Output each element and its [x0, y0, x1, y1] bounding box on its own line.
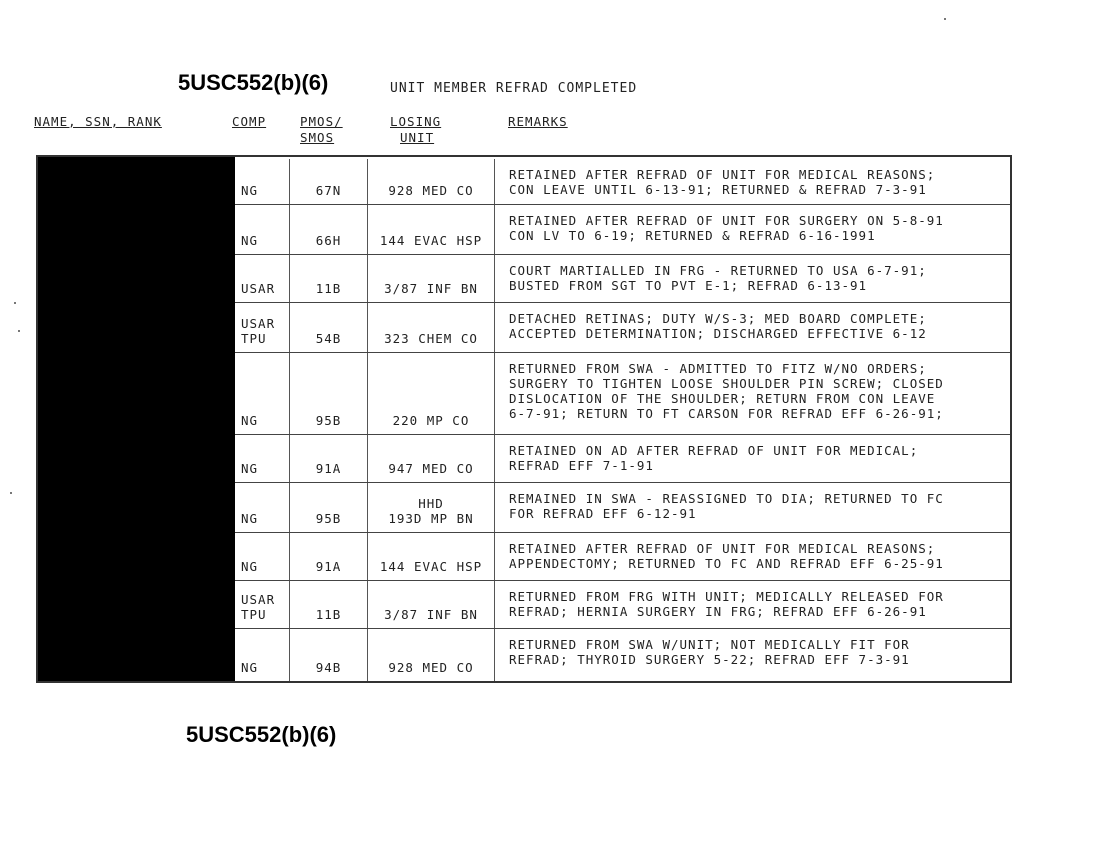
cell-losing-unit-text: 947 MED CO	[388, 461, 474, 476]
cell-pmos	[290, 581, 368, 628]
table-row	[235, 533, 1010, 581]
cell-losing-unit	[368, 205, 495, 254]
cell-remarks-text: DETACHED RETINAS; DUTY W/S-3; MED BOARD COMPLETE; ACCEPTED DETERMINATION; DISCHARGED EFFECTIVE 6-12	[509, 311, 927, 341]
cell-comp	[235, 353, 290, 434]
cell-pmos	[290, 483, 368, 532]
cell-comp	[235, 159, 290, 204]
table-row	[235, 629, 1010, 681]
document-title: UNIT MEMBER REFRAD COMPLETED	[390, 81, 638, 96]
table-row	[235, 581, 1010, 629]
scan-speck	[18, 330, 20, 332]
cell-losing-unit-text: 323 CHEM CO	[384, 331, 478, 346]
cell-losing-unit	[368, 629, 495, 681]
column-header-unit-line2: UNIT	[400, 130, 435, 145]
cell-comp	[235, 581, 290, 628]
cell-comp	[235, 435, 290, 482]
cell-losing-unit	[368, 303, 495, 352]
cell-remarks	[495, 303, 1010, 352]
cell-remarks	[495, 435, 1010, 482]
cell-losing-unit-text: 144 EVAC HSP	[379, 233, 483, 248]
cell-remarks	[495, 581, 1010, 628]
cell-losing-unit	[368, 159, 495, 204]
column-header-name: NAME, SSN, RANK	[34, 114, 162, 129]
cell-remarks-text: REMAINED IN SWA - REASSIGNED TO DIA; RETURNED TO FC FOR REFRAD EFF 6-12-91	[509, 491, 944, 521]
table-row	[235, 353, 1010, 435]
cell-comp-text: NG	[241, 233, 259, 248]
cell-losing-unit-text: 928 MED CO	[388, 660, 474, 675]
cell-comp-text: NG	[241, 413, 259, 428]
cell-remarks-text: RETAINED ON AD AFTER REFRAD OF UNIT FOR MEDICAL; REFRAD EFF 7-1-91	[509, 443, 919, 473]
cell-remarks-text: RETAINED AFTER REFRAD OF UNIT FOR MEDICAL REASONS; CON LEAVE UNTIL 6-13-91; RETURNED & REFRAD 7-3-91	[509, 167, 936, 197]
cell-remarks	[495, 483, 1010, 532]
cell-comp-text: NG	[241, 660, 259, 675]
table-rows	[235, 159, 1010, 681]
cell-comp	[235, 255, 290, 302]
cell-losing-unit	[368, 255, 495, 302]
cell-pmos-text: 91A	[315, 461, 342, 476]
cell-comp	[235, 205, 290, 254]
cell-pmos-text: 11B	[315, 281, 342, 296]
cell-pmos-text: 11B	[315, 607, 342, 622]
redaction-stamp-bottom: 5USC552(b)(6)	[186, 722, 337, 747]
redaction-stamp-top: 5USC552(b)(6)	[178, 70, 329, 95]
cell-comp-text: USAR	[241, 281, 276, 296]
cell-remarks	[495, 353, 1010, 434]
cell-comp	[235, 629, 290, 681]
cell-remarks-text: RETAINED AFTER REFRAD OF UNIT FOR SURGERY ON 5-8-91 CON LV TO 6-19; RETURNED & REFRAD 6-16-1991	[509, 213, 944, 243]
cell-losing-unit-text: 3/87 INF BN	[384, 607, 478, 622]
cell-remarks-text: RETURNED FROM SWA W/UNIT; NOT MEDICALLY FIT FOR REFRAD; THYROID SURGERY 5-22; REFRAD EFF 7-3-91	[509, 637, 910, 667]
cell-pmos-text: 54B	[315, 331, 342, 346]
column-header-pmos-line1: PMOS/	[300, 114, 343, 129]
cell-comp	[235, 303, 290, 352]
cell-remarks	[495, 205, 1010, 254]
cell-pmos	[290, 435, 368, 482]
cell-remarks-text: COURT MARTIALLED IN FRG - RETURNED TO USA 6-7-91; BUSTED FROM SGT TO PVT E-1; REFRAD 6-13-91	[509, 263, 927, 293]
cell-pmos	[290, 159, 368, 204]
cell-pmos	[290, 629, 368, 681]
cell-remarks	[495, 255, 1010, 302]
column-header-unit-line1: LOSING	[390, 114, 442, 129]
cell-losing-unit	[368, 581, 495, 628]
cell-remarks-text: RETAINED AFTER REFRAD OF UNIT FOR MEDICAL REASONS; APPENDECTOMY; RETURNED TO FC AND REFRAD EFF 6-25-91	[509, 541, 944, 571]
cell-remarks	[495, 159, 1010, 204]
records-table	[36, 155, 1012, 683]
column-header-pmos-line2: SMOS	[300, 130, 335, 145]
cell-pmos-text: 66H	[315, 233, 342, 248]
cell-pmos	[290, 533, 368, 580]
column-header-losing-unit	[390, 114, 441, 146]
cell-losing-unit-text: HHD 193D MP BN	[388, 496, 474, 526]
cell-comp-text: NG	[241, 511, 259, 526]
redacted-name-column	[38, 157, 235, 681]
cell-pmos	[290, 303, 368, 352]
cell-pmos-text: 94B	[315, 660, 342, 675]
table-row	[235, 483, 1010, 533]
cell-pmos-text: 67N	[315, 183, 342, 198]
cell-comp-text: USAR TPU	[241, 316, 276, 346]
cell-remarks	[495, 533, 1010, 580]
cell-comp-text: USAR TPU	[241, 592, 276, 622]
cell-losing-unit	[368, 353, 495, 434]
table-row	[235, 255, 1010, 303]
cell-losing-unit-text: 928 MED CO	[388, 183, 474, 198]
cell-losing-unit-text: 220 MP CO	[392, 413, 470, 428]
cell-remarks-text: RETURNED FROM SWA - ADMITTED TO FITZ W/NO ORDERS; SURGERY TO TIGHTEN LOOSE SHOULDER PIN SCREW; CLOSED DISLOCATION OF THE SHOULDER; RETURN FROM CON LEAVE 6-7-91; RETURN TO FT CARSON FOR REFRAD EFF 6-26-91;	[509, 361, 944, 421]
cell-pmos-text: 95B	[315, 413, 342, 428]
cell-comp-text: NG	[241, 461, 259, 476]
table-row	[235, 159, 1010, 205]
table-row	[235, 205, 1010, 255]
scan-speck	[10, 492, 12, 494]
cell-remarks-text: RETURNED FROM FRG WITH UNIT; MEDICALLY RELEASED FOR REFRAD; HERNIA SURGERY IN FRG; REFRAD EFF 6-26-91	[509, 589, 944, 619]
cell-losing-unit	[368, 533, 495, 580]
cell-losing-unit-text: 3/87 INF BN	[384, 281, 478, 296]
cell-losing-unit	[368, 483, 495, 532]
cell-remarks	[495, 629, 1010, 681]
cell-pmos	[290, 205, 368, 254]
scan-speck	[944, 18, 946, 20]
column-header-pmos	[300, 114, 343, 146]
table-row	[235, 435, 1010, 483]
cell-comp	[235, 483, 290, 532]
scan-speck	[14, 302, 16, 304]
cell-losing-unit	[368, 435, 495, 482]
cell-pmos	[290, 353, 368, 434]
cell-pmos-text: 95B	[315, 511, 342, 526]
column-header-remarks: REMARKS	[508, 114, 568, 129]
cell-comp-text: NG	[241, 183, 259, 198]
cell-losing-unit-text: 144 EVAC HSP	[379, 559, 483, 574]
cell-comp-text: NG	[241, 559, 259, 574]
cell-pmos	[290, 255, 368, 302]
table-row	[235, 303, 1010, 353]
column-header-comp: COMP	[232, 114, 267, 129]
cell-comp	[235, 533, 290, 580]
cell-pmos-text: 91A	[315, 559, 342, 574]
